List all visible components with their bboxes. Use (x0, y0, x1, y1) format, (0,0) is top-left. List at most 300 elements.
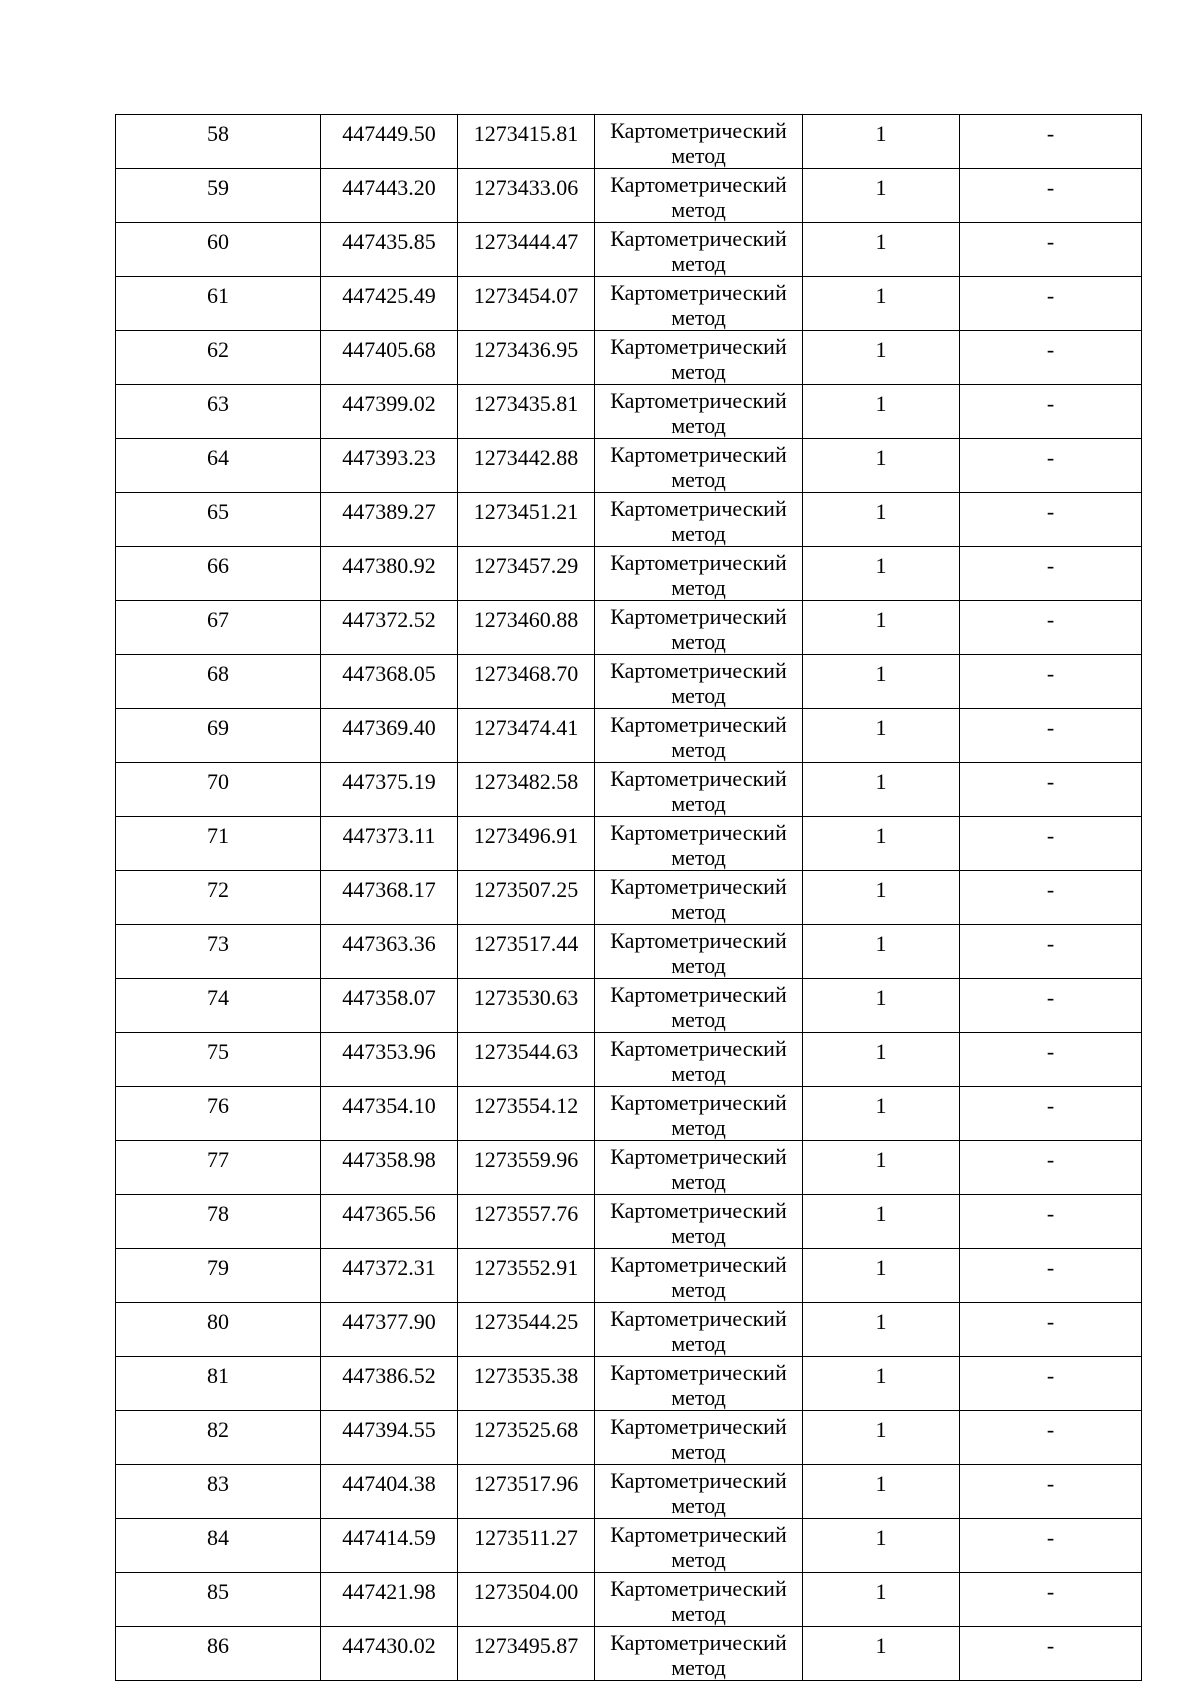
method-line-2: метод (671, 791, 726, 816)
accuracy-cell (803, 547, 960, 601)
method-line-2: метод (671, 953, 726, 978)
description-cell-value: - (1046, 337, 1055, 362)
accuracy-cell-value: 1 (875, 931, 887, 956)
y-coordinate-cell-value: 1273460.88 (473, 607, 579, 632)
method-cell (595, 1087, 803, 1141)
accuracy-cell-value: 1 (875, 607, 887, 632)
method-cell (595, 277, 803, 331)
point-number-cell (116, 601, 321, 655)
point-number-cell-value: 70 (207, 769, 229, 794)
method-line-1: Картометрический (610, 712, 787, 737)
description-cell (960, 979, 1142, 1033)
method-line-2: метод (671, 1007, 726, 1032)
x-coordinate-cell-value: 447425.49 (342, 283, 436, 308)
accuracy-cell-value: 1 (875, 1255, 887, 1280)
description-cell-value: - (1046, 1417, 1055, 1442)
description-cell (960, 655, 1142, 709)
y-coordinate-cell-value: 1273454.07 (473, 283, 579, 308)
description-cell-value: - (1046, 391, 1055, 416)
description-cell (960, 169, 1142, 223)
description-cell-value: - (1046, 1633, 1055, 1658)
x-coordinate-cell (321, 655, 458, 709)
table-row (116, 1195, 1142, 1249)
y-coordinate-cell (458, 1411, 595, 1465)
point-number-cell-value: 75 (207, 1039, 229, 1064)
table-row (116, 1519, 1142, 1573)
method-line-1: Картометрический (610, 1630, 787, 1655)
description-cell (960, 1573, 1142, 1627)
table-row (116, 709, 1142, 763)
x-coordinate-cell-value: 447368.17 (342, 877, 436, 902)
accuracy-cell-value: 1 (875, 1417, 887, 1442)
method-line-1: Картометрический (610, 496, 787, 521)
y-coordinate-cell-value: 1273436.95 (473, 337, 579, 362)
y-coordinate-cell-value: 1273557.76 (473, 1201, 579, 1226)
y-coordinate-cell (458, 925, 595, 979)
x-coordinate-cell (321, 1249, 458, 1303)
y-coordinate-cell (458, 1357, 595, 1411)
method-line-1: Картометрический (610, 874, 787, 899)
point-number-cell-value: 86 (207, 1633, 229, 1658)
point-number-cell-value: 85 (207, 1579, 229, 1604)
point-number-cell-value: 80 (207, 1309, 229, 1334)
x-coordinate-cell (321, 1411, 458, 1465)
y-coordinate-cell (458, 439, 595, 493)
x-coordinate-cell (321, 1627, 458, 1681)
description-cell (960, 817, 1142, 871)
point-number-cell-value: 76 (207, 1093, 229, 1118)
description-cell (960, 385, 1142, 439)
y-coordinate-cell-value: 1273535.38 (473, 1363, 579, 1388)
description-cell-value: - (1046, 121, 1055, 146)
description-cell (960, 331, 1142, 385)
y-coordinate-cell (458, 979, 595, 1033)
method-cell (595, 979, 803, 1033)
description-cell-value: - (1046, 1201, 1055, 1226)
x-coordinate-cell-value: 447394.55 (342, 1417, 436, 1442)
method-line-1: Картометрический (610, 1306, 787, 1331)
description-cell-value: - (1046, 1363, 1055, 1388)
accuracy-cell (803, 1465, 960, 1519)
accuracy-cell-value: 1 (875, 391, 887, 416)
x-coordinate-cell (321, 1519, 458, 1573)
method-cell (595, 817, 803, 871)
point-number-cell (116, 277, 321, 331)
description-cell (960, 1033, 1142, 1087)
accuracy-cell-value: 1 (875, 499, 887, 524)
point-number-cell-value: 74 (207, 985, 229, 1010)
point-number-cell (116, 223, 321, 277)
description-cell-value: - (1046, 1255, 1055, 1280)
method-line-1: Картометрический (610, 1144, 787, 1169)
method-cell (595, 115, 803, 169)
description-cell-value: - (1046, 445, 1055, 470)
x-coordinate-cell (321, 169, 458, 223)
method-line-2: метод (671, 305, 726, 330)
y-coordinate-cell (458, 1573, 595, 1627)
x-coordinate-cell (321, 331, 458, 385)
description-cell (960, 115, 1142, 169)
description-cell (960, 493, 1142, 547)
method-line-2: метод (671, 413, 726, 438)
y-coordinate-cell (458, 817, 595, 871)
method-cell (595, 1249, 803, 1303)
method-cell (595, 547, 803, 601)
accuracy-cell-value: 1 (875, 175, 887, 200)
accuracy-cell-value: 1 (875, 337, 887, 362)
y-coordinate-cell-value: 1273457.29 (473, 553, 579, 578)
y-coordinate-cell-value: 1273451.21 (473, 499, 579, 524)
method-line-1: Картометрический (610, 1576, 787, 1601)
method-line-2: метод (671, 467, 726, 492)
y-coordinate-cell-value: 1273415.81 (473, 121, 579, 146)
table-row (116, 1411, 1142, 1465)
method-line-1: Картометрический (610, 388, 787, 413)
description-cell (960, 1465, 1142, 1519)
description-cell (960, 1195, 1142, 1249)
point-number-cell (116, 439, 321, 493)
method-line-2: метод (671, 1169, 726, 1194)
accuracy-cell-value: 1 (875, 121, 887, 146)
description-cell-value: - (1046, 769, 1055, 794)
x-coordinate-cell (321, 1087, 458, 1141)
x-coordinate-cell-value: 447435.85 (342, 229, 436, 254)
point-number-cell (116, 763, 321, 817)
point-number-cell-value: 65 (207, 499, 229, 524)
method-line-2: метод (671, 1331, 726, 1356)
accuracy-cell-value: 1 (875, 823, 887, 848)
x-coordinate-cell-value: 447354.10 (342, 1093, 436, 1118)
accuracy-cell (803, 331, 960, 385)
point-number-cell-value: 79 (207, 1255, 229, 1280)
accuracy-cell-value: 1 (875, 553, 887, 578)
point-number-cell (116, 169, 321, 223)
method-cell (595, 655, 803, 709)
y-coordinate-cell (458, 547, 595, 601)
table-row (116, 547, 1142, 601)
method-line-1: Картометрический (610, 928, 787, 953)
accuracy-cell (803, 1411, 960, 1465)
y-coordinate-cell-value: 1273444.47 (473, 229, 579, 254)
accuracy-cell-value: 1 (875, 1471, 887, 1496)
method-line-2: метод (671, 1277, 726, 1302)
method-cell (595, 1195, 803, 1249)
y-coordinate-cell-value: 1273504.00 (473, 1579, 579, 1604)
description-cell-value: - (1046, 283, 1055, 308)
description-cell-value: - (1046, 877, 1055, 902)
table-row (116, 385, 1142, 439)
table-row (116, 439, 1142, 493)
accuracy-cell-value: 1 (875, 1525, 887, 1550)
x-coordinate-cell (321, 223, 458, 277)
y-coordinate-cell-value: 1273559.96 (473, 1147, 579, 1172)
method-line-2: метод (671, 359, 726, 384)
table-row (116, 601, 1142, 655)
method-line-1: Картометрический (610, 334, 787, 359)
table-row (116, 979, 1142, 1033)
point-number-cell-value: 81 (207, 1363, 229, 1388)
table-row (116, 1141, 1142, 1195)
accuracy-cell (803, 1573, 960, 1627)
x-coordinate-cell (321, 277, 458, 331)
point-number-cell-value: 84 (207, 1525, 229, 1550)
method-cell (595, 925, 803, 979)
method-line-1: Картометрический (610, 442, 787, 467)
point-number-cell (116, 547, 321, 601)
method-line-2: метод (671, 143, 726, 168)
y-coordinate-cell (458, 1627, 595, 1681)
x-coordinate-cell (321, 1357, 458, 1411)
method-line-2: метод (671, 737, 726, 762)
method-cell (595, 223, 803, 277)
accuracy-cell-value: 1 (875, 283, 887, 308)
description-cell-value: - (1046, 553, 1055, 578)
method-line-2: метод (671, 683, 726, 708)
table-row (116, 169, 1142, 223)
y-coordinate-cell (458, 385, 595, 439)
accuracy-cell (803, 1627, 960, 1681)
y-coordinate-cell-value: 1273482.58 (473, 769, 579, 794)
description-cell-value: - (1046, 607, 1055, 632)
table-row (116, 493, 1142, 547)
method-cell (595, 1465, 803, 1519)
method-cell (595, 1411, 803, 1465)
description-cell-value: - (1046, 1093, 1055, 1118)
point-number-cell (116, 979, 321, 1033)
method-cell (595, 871, 803, 925)
method-line-1: Картометрический (610, 766, 787, 791)
y-coordinate-cell (458, 1087, 595, 1141)
method-line-2: метод (671, 629, 726, 654)
x-coordinate-cell-value: 447375.19 (342, 769, 436, 794)
point-number-cell (116, 1141, 321, 1195)
description-cell (960, 763, 1142, 817)
point-number-cell (116, 709, 321, 763)
accuracy-cell (803, 655, 960, 709)
method-cell (595, 1033, 803, 1087)
method-line-2: метод (671, 1655, 726, 1680)
accuracy-cell-value: 1 (875, 985, 887, 1010)
y-coordinate-cell-value: 1273435.81 (473, 391, 579, 416)
point-number-cell (116, 385, 321, 439)
method-cell (595, 1141, 803, 1195)
accuracy-cell-value: 1 (875, 715, 887, 740)
description-cell-value: - (1046, 1309, 1055, 1334)
accuracy-cell-value: 1 (875, 877, 887, 902)
point-number-cell (116, 331, 321, 385)
method-line-1: Картометрический (610, 820, 787, 845)
description-cell (960, 709, 1142, 763)
method-line-2: метод (671, 251, 726, 276)
y-coordinate-cell (458, 1249, 595, 1303)
accuracy-cell-value: 1 (875, 769, 887, 794)
x-coordinate-cell-value: 447421.98 (342, 1579, 436, 1604)
method-line-2: метод (671, 899, 726, 924)
method-line-1: Картометрический (610, 982, 787, 1007)
point-number-cell (116, 1465, 321, 1519)
x-coordinate-cell (321, 1195, 458, 1249)
point-number-cell (116, 1087, 321, 1141)
table-row (116, 277, 1142, 331)
y-coordinate-cell (458, 169, 595, 223)
point-number-cell-value: 67 (207, 607, 229, 632)
x-coordinate-cell-value: 447443.20 (342, 175, 436, 200)
method-cell (595, 1357, 803, 1411)
y-coordinate-cell (458, 1519, 595, 1573)
x-coordinate-cell-value: 447372.31 (342, 1255, 436, 1280)
x-coordinate-cell (321, 709, 458, 763)
accuracy-cell (803, 979, 960, 1033)
x-coordinate-cell-value: 447365.56 (342, 1201, 436, 1226)
description-cell-value: - (1046, 1039, 1055, 1064)
method-line-2: метод (671, 575, 726, 600)
x-coordinate-cell-value: 447405.68 (342, 337, 436, 362)
point-number-cell (116, 1411, 321, 1465)
description-cell-value: - (1046, 715, 1055, 740)
point-number-cell (116, 1249, 321, 1303)
description-cell-value: - (1046, 985, 1055, 1010)
method-line-1: Картометрический (610, 172, 787, 197)
x-coordinate-cell-value: 447372.52 (342, 607, 436, 632)
y-coordinate-cell (458, 1303, 595, 1357)
point-number-cell-value: 78 (207, 1201, 229, 1226)
y-coordinate-cell (458, 493, 595, 547)
point-number-cell-value: 61 (207, 283, 229, 308)
accuracy-cell (803, 385, 960, 439)
accuracy-cell (803, 709, 960, 763)
point-number-cell-value: 59 (207, 175, 229, 200)
x-coordinate-cell (321, 115, 458, 169)
x-coordinate-cell-value: 447386.52 (342, 1363, 436, 1388)
x-coordinate-cell (321, 1033, 458, 1087)
accuracy-cell (803, 817, 960, 871)
description-cell (960, 925, 1142, 979)
method-line-2: метод (671, 1223, 726, 1248)
description-cell-value: - (1046, 1579, 1055, 1604)
accuracy-cell (803, 1087, 960, 1141)
y-coordinate-cell-value: 1273433.06 (473, 175, 579, 200)
description-cell-value: - (1046, 661, 1055, 686)
method-line-1: Картометрический (610, 1036, 787, 1061)
coordinates-table (115, 114, 1142, 1681)
point-number-cell-value: 66 (207, 553, 229, 578)
method-line-1: Картометрический (610, 604, 787, 629)
description-cell-value: - (1046, 1147, 1055, 1172)
point-number-cell (116, 1357, 321, 1411)
table-row (116, 925, 1142, 979)
x-coordinate-cell-value: 447363.36 (342, 931, 436, 956)
point-number-cell-value: 64 (207, 445, 229, 470)
method-line-1: Картометрический (610, 1198, 787, 1223)
method-line-1: Картометрический (610, 658, 787, 683)
point-number-cell (116, 1033, 321, 1087)
point-number-cell (116, 1573, 321, 1627)
accuracy-cell (803, 1519, 960, 1573)
description-cell (960, 1249, 1142, 1303)
accuracy-cell-value: 1 (875, 1039, 887, 1064)
description-cell (960, 1141, 1142, 1195)
x-coordinate-cell-value: 447377.90 (342, 1309, 436, 1334)
accuracy-cell (803, 601, 960, 655)
x-coordinate-cell (321, 547, 458, 601)
description-cell (960, 547, 1142, 601)
y-coordinate-cell (458, 115, 595, 169)
description-cell (960, 1087, 1142, 1141)
y-coordinate-cell-value: 1273474.41 (473, 715, 579, 740)
x-coordinate-cell (321, 493, 458, 547)
y-coordinate-cell (458, 1141, 595, 1195)
x-coordinate-cell (321, 979, 458, 1033)
method-line-1: Картометрический (610, 1252, 787, 1277)
method-cell (595, 439, 803, 493)
accuracy-cell (803, 1195, 960, 1249)
method-cell (595, 331, 803, 385)
description-cell-value: - (1046, 1525, 1055, 1550)
x-coordinate-cell (321, 817, 458, 871)
point-number-cell-value: 72 (207, 877, 229, 902)
description-cell (960, 601, 1142, 655)
y-coordinate-cell-value: 1273442.88 (473, 445, 579, 470)
table-row (116, 1249, 1142, 1303)
accuracy-cell (803, 1303, 960, 1357)
description-cell (960, 1357, 1142, 1411)
x-coordinate-cell-value: 447430.02 (342, 1633, 436, 1658)
x-coordinate-cell (321, 601, 458, 655)
point-number-cell-value: 62 (207, 337, 229, 362)
point-number-cell (116, 1627, 321, 1681)
x-coordinate-cell (321, 385, 458, 439)
point-number-cell (116, 925, 321, 979)
method-line-2: метод (671, 845, 726, 870)
y-coordinate-cell (458, 655, 595, 709)
accuracy-cell (803, 763, 960, 817)
y-coordinate-cell (458, 709, 595, 763)
x-coordinate-cell (321, 439, 458, 493)
table-row (116, 1087, 1142, 1141)
y-coordinate-cell (458, 601, 595, 655)
accuracy-cell-value: 1 (875, 1147, 887, 1172)
description-cell (960, 1519, 1142, 1573)
y-coordinate-cell (458, 277, 595, 331)
point-number-cell-value: 77 (207, 1147, 229, 1172)
method-line-2: метод (671, 1601, 726, 1626)
point-number-cell (116, 1195, 321, 1249)
x-coordinate-cell (321, 925, 458, 979)
method-cell (595, 763, 803, 817)
method-cell (595, 169, 803, 223)
y-coordinate-cell (458, 1033, 595, 1087)
point-number-cell-value: 83 (207, 1471, 229, 1496)
y-coordinate-cell-value: 1273496.91 (473, 823, 579, 848)
y-coordinate-cell (458, 331, 595, 385)
y-coordinate-cell-value: 1273544.25 (473, 1309, 579, 1334)
x-coordinate-cell-value: 447373.11 (342, 823, 436, 848)
point-number-cell (116, 655, 321, 709)
y-coordinate-cell (458, 1465, 595, 1519)
y-coordinate-cell-value: 1273517.96 (473, 1471, 579, 1496)
description-cell-value: - (1046, 823, 1055, 848)
method-line-2: метод (671, 1385, 726, 1410)
y-coordinate-cell (458, 1195, 595, 1249)
method-line-1: Картометрический (610, 226, 787, 251)
y-coordinate-cell-value: 1273530.63 (473, 985, 579, 1010)
method-line-2: метод (671, 1115, 726, 1140)
method-line-2: метод (671, 1439, 726, 1464)
point-number-cell-value: 82 (207, 1417, 229, 1442)
point-number-cell (116, 115, 321, 169)
point-number-cell-value: 60 (207, 229, 229, 254)
method-cell (595, 601, 803, 655)
